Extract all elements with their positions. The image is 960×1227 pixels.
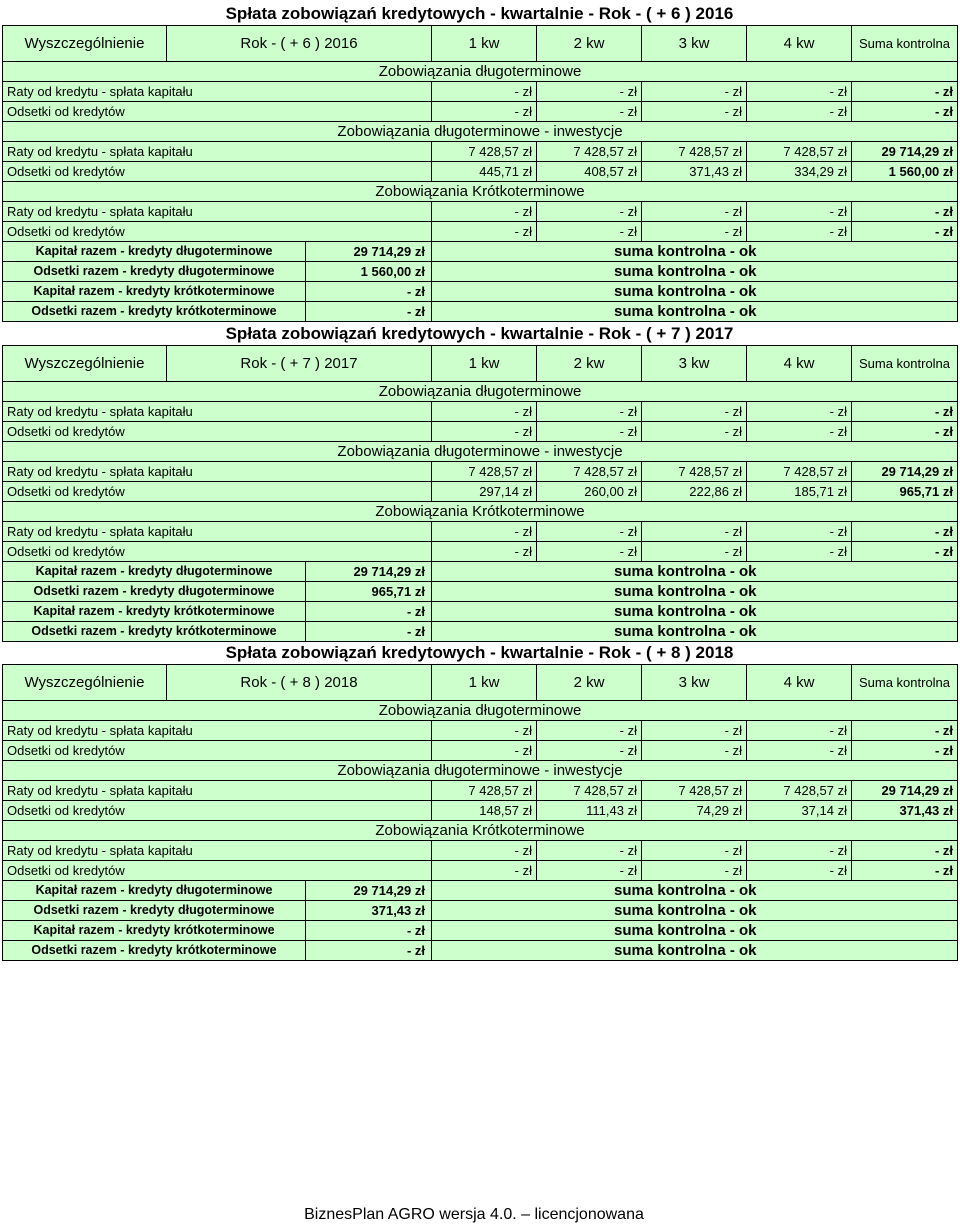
total-value: - zł	[306, 941, 432, 960]
check-ok: suma kontrolna - ok	[432, 901, 958, 921]
footer-note: BiznesPlan AGRO wersja 4.0. – licencjonowana	[304, 1206, 644, 1223]
row-label: Raty od kredytu - spłata kapitału	[3, 202, 432, 222]
section-title: Spłata zobowiązań kredytowych - kwartalnie - Rok - ( + 7 ) 2017	[225, 324, 734, 343]
row-label: Raty od kredytu - spłata kapitału	[3, 142, 432, 162]
row-long-odsetki	[3, 741, 958, 761]
value-sum: 965,71 zł	[852, 482, 958, 502]
header-q3: 3 kw	[642, 346, 747, 382]
value-q3: 7 428,57 zł	[642, 781, 747, 801]
check-ok: suma kontrolna - ok	[432, 941, 958, 961]
total-label: Odsetki razem - kredyty krótkoterminowe	[31, 943, 277, 957]
value-sum: - zł	[852, 422, 958, 442]
value-q2: - zł	[537, 861, 642, 881]
row-label: Odsetki od kredytów	[3, 861, 432, 881]
total-interest-long	[3, 901, 958, 921]
band-label: Zobowiązania długoterminowe	[3, 62, 958, 82]
check-ok: suma kontrolna - ok	[432, 242, 958, 262]
value-q4: 7 428,57 zł	[747, 142, 852, 162]
row-label: Raty od kredytu - spłata kapitału	[3, 841, 432, 861]
row-invest-raty	[3, 781, 958, 801]
value-q4: - zł	[747, 422, 852, 442]
total-label: Kapitał razem - kredyty krótkoterminowe	[33, 284, 275, 298]
value-sum: - zł	[852, 841, 958, 861]
total-label: Kapitał razem - kredyty długoterminowe	[35, 244, 273, 258]
repayment-table	[2, 664, 958, 961]
year-section-1	[2, 2, 957, 322]
header-q3: 3 kw	[642, 26, 747, 62]
value-q2: - zł	[537, 841, 642, 861]
value-sum: - zł	[852, 741, 958, 761]
value-q3: - zł	[642, 721, 747, 741]
value-q2: - zł	[537, 82, 642, 102]
value-q4: - zł	[747, 861, 852, 881]
total-interest-long	[3, 582, 958, 602]
value-q4: - zł	[747, 82, 852, 102]
row-short-odsetki	[3, 861, 958, 881]
check-ok: suma kontrolna - ok	[432, 622, 958, 642]
check-ok: suma kontrolna - ok	[432, 302, 958, 322]
value-q1: - zł	[432, 82, 537, 102]
band-label: Zobowiązania Krótkoterminowe	[3, 502, 958, 522]
value-q1: - zł	[432, 102, 537, 122]
total-label: Odsetki razem - kredyty krótkoterminowe	[31, 304, 277, 318]
total-value: - zł	[306, 921, 432, 940]
total-label: Odsetki razem - kredyty długoterminowe	[33, 264, 275, 278]
band-investment	[3, 761, 958, 781]
value-q3: - zł	[642, 202, 747, 222]
band-label: Zobowiązania długoterminowe - inwestycje	[3, 761, 958, 781]
row-label: Odsetki od kredytów	[3, 222, 432, 242]
value-q1: - zł	[432, 741, 537, 761]
header-suma-kontrolna: Suma kontrolna	[852, 26, 958, 62]
repayment-table	[2, 25, 958, 322]
row-short-odsetki	[3, 222, 958, 242]
value-q1: - zł	[432, 542, 537, 562]
total-interest-long	[3, 262, 958, 282]
row-invest-raty	[3, 462, 958, 482]
value-q3: 222,86 zł	[642, 482, 747, 502]
row-label: Raty od kredytu - spłata kapitału	[3, 462, 432, 482]
band-long-term	[3, 382, 958, 402]
row-long-odsetki	[3, 102, 958, 122]
value-q4: 37,14 zł	[747, 801, 852, 821]
value-q1: 7 428,57 zł	[432, 142, 537, 162]
band-label: Zobowiązania Krótkoterminowe	[3, 821, 958, 841]
total-value: 965,71 zł	[306, 582, 432, 601]
header-q4: 4 kw	[747, 346, 852, 382]
band-short-term	[3, 502, 958, 522]
value-q4: - zł	[747, 721, 852, 741]
value-q2: - zł	[537, 721, 642, 741]
total-value: 371,43 zł	[306, 901, 432, 920]
value-q3: 7 428,57 zł	[642, 142, 747, 162]
total-value: 1 560,00 zł	[306, 262, 432, 281]
row-short-odsetki	[3, 542, 958, 562]
row-label: Odsetki od kredytów	[3, 102, 432, 122]
check-ok: suma kontrolna - ok	[432, 881, 958, 901]
value-q1: 148,57 zł	[432, 801, 537, 821]
value-q2: 7 428,57 zł	[537, 462, 642, 482]
total-capital-long	[3, 562, 958, 582]
value-q2: - zł	[537, 741, 642, 761]
value-q4: - zł	[747, 542, 852, 562]
header-q1: 1 kw	[432, 26, 537, 62]
value-q1: - zł	[432, 402, 537, 422]
value-q1: - zł	[432, 861, 537, 881]
value-sum: 29 714,29 zł	[852, 462, 958, 482]
row-label: Raty od kredytu - spłata kapitału	[3, 82, 432, 102]
value-sum: - zł	[852, 861, 958, 881]
header-wyszczegolnienie: Wyszczególnienie	[3, 346, 167, 382]
total-label: Odsetki razem - kredyty długoterminowe	[33, 903, 275, 917]
section-title: Spłata zobowiązań kredytowych - kwartalnie - Rok - ( + 8 ) 2018	[225, 643, 734, 662]
row-label: Odsetki od kredytów	[3, 162, 432, 182]
band-label: Zobowiązania długoterminowe	[3, 382, 958, 402]
value-q3: - zł	[642, 522, 747, 542]
total-interest-short	[3, 302, 958, 322]
value-q1: - zł	[432, 841, 537, 861]
header-q2: 2 kw	[537, 26, 642, 62]
band-long-term	[3, 62, 958, 82]
value-q4: 7 428,57 zł	[747, 462, 852, 482]
row-invest-odsetki	[3, 801, 958, 821]
header-row	[3, 26, 958, 62]
value-q4: - zł	[747, 222, 852, 242]
value-q2: - zł	[537, 522, 642, 542]
repayment-table	[2, 345, 958, 642]
value-q3: 74,29 zł	[642, 801, 747, 821]
value-q4: 7 428,57 zł	[747, 781, 852, 801]
value-q3: - zł	[642, 402, 747, 422]
check-ok: suma kontrolna - ok	[432, 282, 958, 302]
row-long-odsetki	[3, 422, 958, 442]
total-label: Kapitał razem - kredyty długoterminowe	[35, 883, 273, 897]
year-section-2	[2, 322, 957, 642]
row-long-raty	[3, 402, 958, 422]
value-q1: - zł	[432, 222, 537, 242]
header-year: Rok - ( + 6 ) 2016	[167, 26, 432, 62]
header-suma-kontrolna: Suma kontrolna	[852, 665, 958, 701]
row-label: Raty od kredytu - spłata kapitału	[3, 781, 432, 801]
value-sum: - zł	[852, 542, 958, 562]
total-label: Kapitał razem - kredyty długoterminowe	[35, 564, 273, 578]
total-label: Odsetki razem - kredyty krótkoterminowe	[31, 624, 277, 638]
value-q1: - zł	[432, 202, 537, 222]
check-ok: suma kontrolna - ok	[432, 562, 958, 582]
value-sum: 29 714,29 zł	[852, 781, 958, 801]
header-wyszczegolnienie: Wyszczególnienie	[3, 26, 167, 62]
total-capital-long	[3, 881, 958, 901]
value-q1: - zł	[432, 721, 537, 741]
value-q2: 111,43 zł	[537, 801, 642, 821]
header-wyszczegolnienie: Wyszczególnienie	[3, 665, 167, 701]
value-q3: - zł	[642, 542, 747, 562]
value-q4: - zł	[747, 202, 852, 222]
value-sum: - zł	[852, 721, 958, 741]
header-q4: 4 kw	[747, 665, 852, 701]
row-label: Raty od kredytu - spłata kapitału	[3, 402, 432, 422]
value-q2: 7 428,57 zł	[537, 781, 642, 801]
value-q2: - zł	[537, 402, 642, 422]
value-q1: 297,14 zł	[432, 482, 537, 502]
row-label: Odsetki od kredytów	[3, 542, 432, 562]
year-section-3	[2, 641, 957, 961]
value-q4: 185,71 zł	[747, 482, 852, 502]
value-q2: - zł	[537, 422, 642, 442]
row-label: Odsetki od kredytów	[3, 801, 432, 821]
value-q3: - zł	[642, 741, 747, 761]
header-q2: 2 kw	[537, 346, 642, 382]
header-q4: 4 kw	[747, 26, 852, 62]
total-value: - zł	[306, 602, 432, 621]
value-sum: 29 714,29 zł	[852, 142, 958, 162]
row-label: Raty od kredytu - spłata kapitału	[3, 522, 432, 542]
row-invest-odsetki	[3, 162, 958, 182]
total-capital-long	[3, 242, 958, 262]
row-long-raty	[3, 721, 958, 741]
header-q1: 1 kw	[432, 346, 537, 382]
value-q3: 371,43 zł	[642, 162, 747, 182]
total-label: Kapitał razem - kredyty krótkoterminowe	[33, 604, 275, 618]
total-value: - zł	[306, 622, 432, 641]
value-q2: 7 428,57 zł	[537, 142, 642, 162]
value-sum: - zł	[852, 82, 958, 102]
row-long-raty	[3, 82, 958, 102]
value-q4: - zł	[747, 402, 852, 422]
value-sum: - zł	[852, 522, 958, 542]
value-sum: - zł	[852, 402, 958, 422]
row-label: Odsetki od kredytów	[3, 422, 432, 442]
value-q4: 334,29 zł	[747, 162, 852, 182]
row-label: Odsetki od kredytów	[3, 482, 432, 502]
check-ok: suma kontrolna - ok	[432, 262, 958, 282]
row-invest-odsetki	[3, 482, 958, 502]
header-suma-kontrolna: Suma kontrolna	[852, 346, 958, 382]
value-sum: - zł	[852, 202, 958, 222]
band-label: Zobowiązania długoterminowe - inwestycje	[3, 442, 958, 462]
value-q4: - zł	[747, 841, 852, 861]
band-short-term	[3, 821, 958, 841]
total-capital-short	[3, 921, 958, 941]
total-capital-short	[3, 282, 958, 302]
value-q4: - zł	[747, 522, 852, 542]
value-q2: - zł	[537, 542, 642, 562]
value-q4: - zł	[747, 102, 852, 122]
value-q3: 7 428,57 zł	[642, 462, 747, 482]
check-ok: suma kontrolna - ok	[432, 582, 958, 602]
value-q3: - zł	[642, 861, 747, 881]
total-value: 29 714,29 zł	[306, 562, 432, 581]
check-ok: suma kontrolna - ok	[432, 602, 958, 622]
band-long-term	[3, 701, 958, 721]
value-q3: - zł	[642, 102, 747, 122]
check-ok: suma kontrolna - ok	[432, 921, 958, 941]
value-q3: - zł	[642, 841, 747, 861]
row-label: Raty od kredytu - spłata kapitału	[3, 721, 432, 741]
band-short-term	[3, 182, 958, 202]
total-label: Kapitał razem - kredyty krótkoterminowe	[33, 923, 275, 937]
value-q1: - zł	[432, 522, 537, 542]
header-row	[3, 346, 958, 382]
value-sum: - zł	[852, 222, 958, 242]
header-q1: 1 kw	[432, 665, 537, 701]
header-year: Rok - ( + 8 ) 2018	[167, 665, 432, 701]
total-value: 29 714,29 zł	[306, 242, 432, 261]
value-sum: - zł	[852, 102, 958, 122]
total-capital-short	[3, 602, 958, 622]
band-label: Zobowiązania długoterminowe	[3, 701, 958, 721]
value-q2: - zł	[537, 102, 642, 122]
band-investment	[3, 122, 958, 142]
value-q3: - zł	[642, 222, 747, 242]
value-sum: 1 560,00 zł	[852, 162, 958, 182]
value-sum: 371,43 zł	[852, 801, 958, 821]
value-q1: 7 428,57 zł	[432, 462, 537, 482]
row-short-raty	[3, 522, 958, 542]
band-label: Zobowiązania Krótkoterminowe	[3, 182, 958, 202]
value-q3: - zł	[642, 82, 747, 102]
total-value: 29 714,29 zł	[306, 881, 432, 900]
row-short-raty	[3, 841, 958, 861]
header-q3: 3 kw	[642, 665, 747, 701]
section-title: Spłata zobowiązań kredytowych - kwartalnie - Rok - ( + 6 ) 2016	[225, 4, 734, 23]
value-q2: 408,57 zł	[537, 162, 642, 182]
row-label: Odsetki od kredytów	[3, 741, 432, 761]
band-label: Zobowiązania długoterminowe - inwestycje	[3, 122, 958, 142]
total-value: - zł	[306, 282, 432, 301]
value-q2: 260,00 zł	[537, 482, 642, 502]
total-label: Odsetki razem - kredyty długoterminowe	[33, 584, 275, 598]
value-q4: - zł	[747, 741, 852, 761]
value-q2: - zł	[537, 202, 642, 222]
band-investment	[3, 442, 958, 462]
header-q2: 2 kw	[537, 665, 642, 701]
value-q1: 7 428,57 zł	[432, 781, 537, 801]
value-q3: - zł	[642, 422, 747, 442]
header-year: Rok - ( + 7 ) 2017	[167, 346, 432, 382]
value-q2: - zł	[537, 222, 642, 242]
total-value: - zł	[306, 302, 432, 321]
row-invest-raty	[3, 142, 958, 162]
total-interest-short	[3, 941, 958, 961]
header-row	[3, 665, 958, 701]
value-q1: - zł	[432, 422, 537, 442]
row-short-raty	[3, 202, 958, 222]
total-interest-short	[3, 622, 958, 642]
value-q1: 445,71 zł	[432, 162, 537, 182]
